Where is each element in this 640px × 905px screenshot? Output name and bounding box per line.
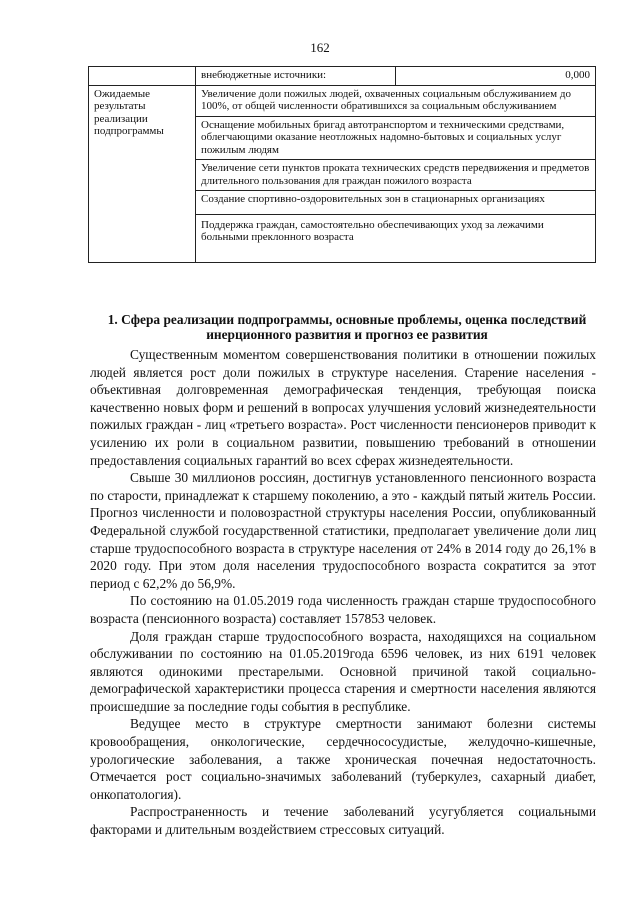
result-item: Создание спортивно-оздоровительных зон в стационарных организациях (196, 191, 596, 215)
paragraph: Ведущее место в структуре смертности занимают болезни системы кровообращения, онкологические, сердечнососудистые, желудочно-кишечные, урологические заболевания, а также хроническая почечная недостаточность. Отмечается рост социально-значимых заболеваний (туберкулез, сахарный диабет, онкопатология). (90, 716, 596, 802)
body-text (90, 346, 596, 839)
paragraph: Доля граждан старше трудоспособного возраста, находящихся на социальном обслуживании по состоянию на 01.05.2019года 6596 человек, из них 6191 человек являются одинокими престарелыми. Основной причиной такой социально-демографической характеристики процесса старения и смертности населения являются происшедшие за последние годы события в республике. (90, 628, 596, 714)
result-item: Увеличение доли пожилых людей, охваченных социальным обслуживанием до 100%, от общей численности обратившихся за социальным обслуживанием (196, 85, 596, 116)
table-cell-empty (89, 67, 196, 86)
page-number: 162 (310, 40, 330, 55)
expected-results-label: Ожидаемые результаты реализации подпрограммы (89, 85, 196, 262)
result-item: Увеличение сети пунктов проката технических средств передвижения и предметов длительного пользования для граждан пожилого возраста (196, 160, 596, 191)
result-item: Оснащение мобильных бригад автотранспортом и техническими средствами, облегчающими оказание неотложных надомно-бытовых и социальных услуг пожилым людям (196, 116, 596, 160)
subprogram-results-table (88, 66, 596, 263)
section-title: 1. Сфера реализации подпрограммы, основные проблемы, оценка последствий инерционного развития и прогноз ее развития (107, 312, 587, 342)
paragraph: Существенным моментом совершенствования политики в отношении пожилых людей является рост доли пожилых в структуре населения. Старение населения - объективная долговременная демографическая тенденция, требующая поиска качественно новых форм и решений в вопросах улучшения условий жизнедеятельности пожилых граждан - лиц «третьего возраста». Рост численности пенсионеров приводит к усилению их роли в социальном развитии, повышению требований в отношении предоставления социальных гарантий во всех сферах жизнедеятельности. (90, 347, 596, 468)
table-row (89, 67, 596, 86)
paragraph: Распространенность и течение заболеваний усугубляется социальными факторами и длительным воздействием стрессовых ситуаций. (90, 804, 596, 838)
paragraph: По состоянию на 01.05.2019 года численность граждан старше трудоспособного возраста (пенсионного возраста) составляет 157853 человек. (90, 593, 596, 626)
funding-label: внебюджетные источники: (196, 67, 396, 86)
paragraph: Свыше 30 миллионов россиян, достигнув установленного пенсионного возраста по старости, принадлежат к старшему поколению, а это - каждый пятый житель России. Прогноз численности и половозрастной структуры населения России, опубликованный Федеральной службой государственной статистики, предполагает увеличение доли лиц старше трудоспособного возраста в структуре населения от 24% в 2014 году до 26,1% в 2020 году. При этом доля населения трудоспособного возраста сократится за этот период с 62,2% до 56,9%. (90, 470, 596, 591)
result-item: Поддержка граждан, самостоятельно обеспечивающих уход за лежачими больными преклонного возраста (196, 214, 596, 262)
funding-value: 0,000 (396, 67, 596, 86)
table-row (89, 85, 596, 116)
